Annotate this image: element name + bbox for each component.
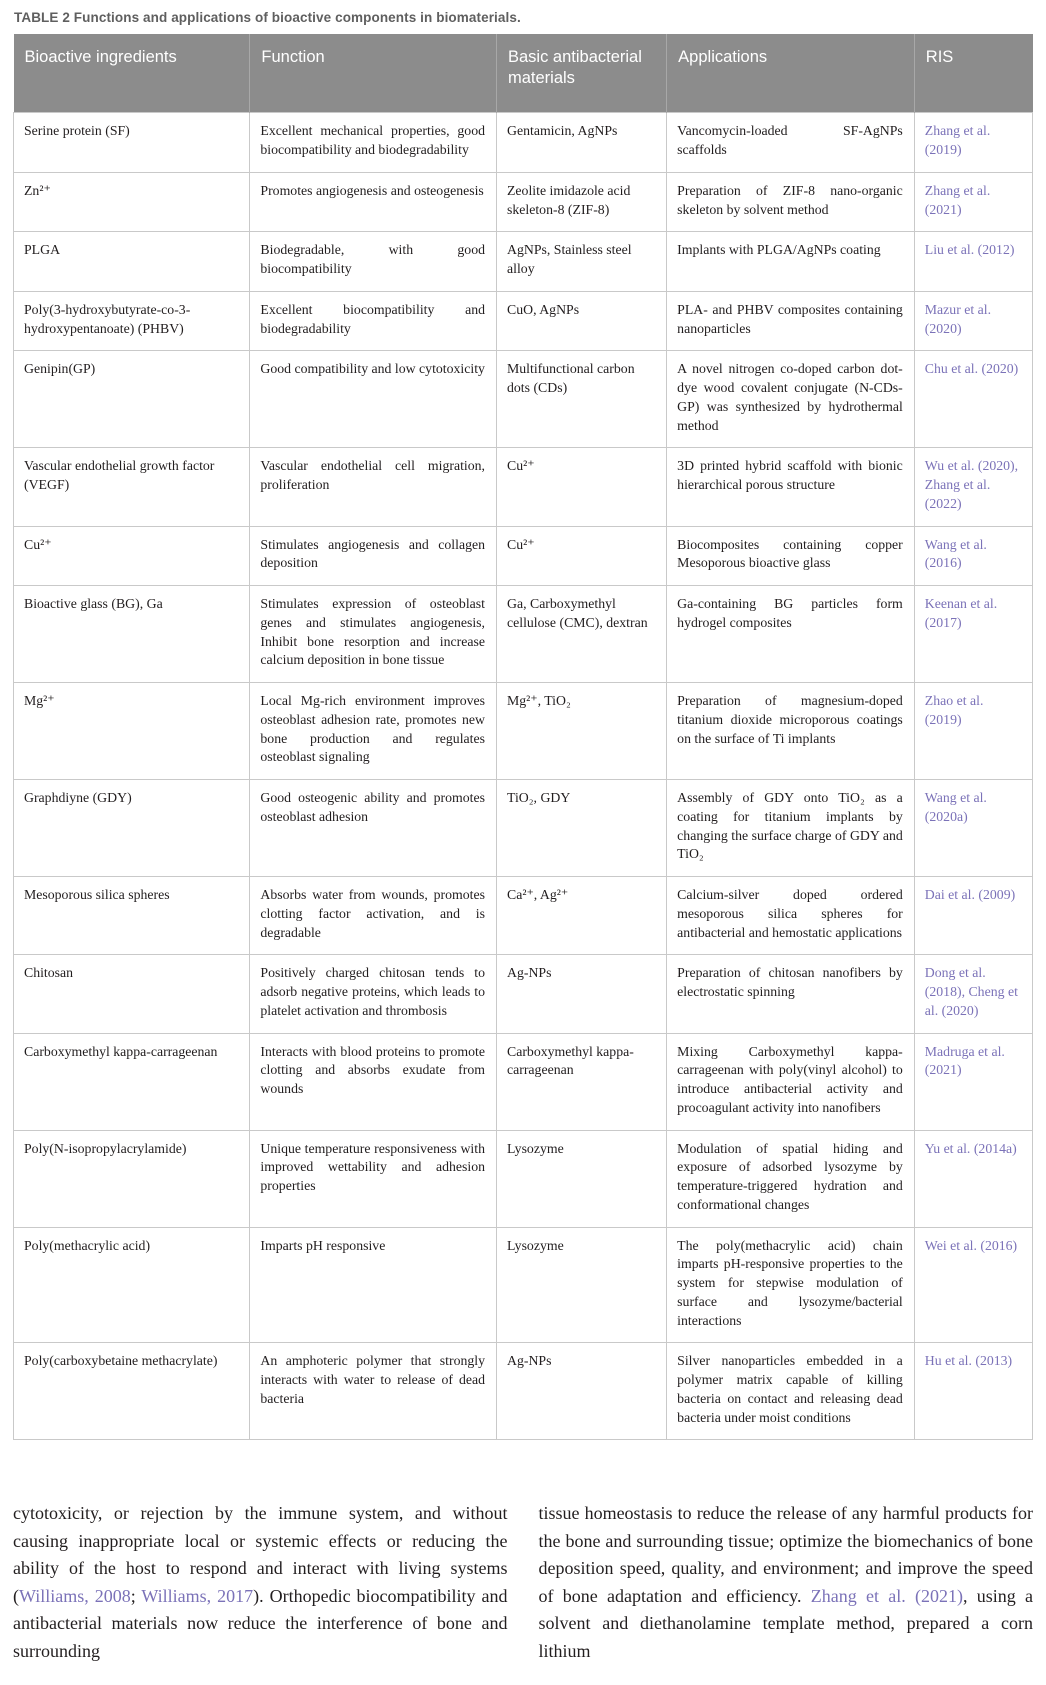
cell-function: Vascular endothelial cell migration, proliferation bbox=[250, 448, 497, 526]
body-paragraph-right: tissue homeostasis to reduce the release of any harmful products for the bone and surrounding tissue; optimize the biomechanics of bone deposition speed, quality, and environment; and improve the speed of bone adaptation and efficiency. Zhang et al. (2021), using a solvent and diethanolamine template method, prepared a corn lithium bbox=[538, 1503, 1033, 1661]
cell-bioactive-ingredient: Graphdiyne (GDY) bbox=[14, 780, 250, 877]
cell-bioactive-ingredient: Poly(methacrylic acid) bbox=[14, 1227, 250, 1343]
cell-bioactive-ingredient: Poly(carboxybetaine methacrylate) bbox=[14, 1343, 250, 1440]
cell-bioactive-ingredient: Vascular endothelial growth factor (VEGF) bbox=[14, 448, 250, 526]
cell-function: Stimulates angiogenesis and collagen deposition bbox=[250, 526, 497, 586]
cell-function: Positively charged chitosan tends to adsorb negative proteins, which leads to platelet activation and thrombosis bbox=[250, 955, 497, 1033]
cell-function: Local Mg-rich environment improves osteoblast adhesion rate, promotes new bone production and regulates osteoblast signaling bbox=[250, 683, 497, 780]
cell-function: Promotes angiogenesis and osteogenesis bbox=[250, 172, 497, 232]
cell-bioactive-ingredient: Serine protein (SF) bbox=[14, 113, 250, 173]
cell-applications: 3D printed hybrid scaffold with bionic hierarchical porous structure bbox=[667, 448, 915, 526]
cell-basic-antibacterial-materials: Ag-NPs bbox=[497, 955, 667, 1033]
cell-applications: PLA- and PHBV composites containing nanoparticles bbox=[667, 291, 915, 351]
citation-link[interactable]: Yu et al. (2014a) bbox=[924, 1140, 1017, 1156]
citation-link[interactable]: Wang et al. (2016) bbox=[924, 536, 987, 571]
citation-link[interactable]: Wei et al. (2016) bbox=[924, 1237, 1018, 1253]
table-row bbox=[14, 448, 1033, 526]
cell-basic-antibacterial-materials: Cu²⁺ bbox=[497, 526, 667, 586]
table-row bbox=[14, 351, 1033, 448]
citation-link[interactable]: Dai et al. (2009) bbox=[924, 887, 1016, 902]
cell-ris bbox=[914, 172, 1032, 232]
cell-ris bbox=[914, 113, 1032, 173]
cell-ris bbox=[914, 291, 1032, 351]
citation-link[interactable]: Zhao et al. (2019) bbox=[924, 693, 984, 727]
cell-bioactive-ingredient: Poly(N-isopropylacrylamide) bbox=[14, 1130, 250, 1227]
cell-function: Absorbs water from wounds, promotes clotting factor activation, and is degradable bbox=[250, 877, 497, 955]
cell-applications: Calcium-silver doped ordered mesoporous silica spheres for antibacterial and hemostatic applications bbox=[667, 877, 915, 955]
table-row bbox=[14, 683, 1033, 780]
table-row bbox=[14, 955, 1033, 1033]
cell-basic-antibacterial-materials: Lysozyme bbox=[497, 1227, 667, 1343]
cell-bioactive-ingredient: Mg²⁺ bbox=[14, 683, 250, 780]
table-row bbox=[14, 172, 1033, 232]
column-header-function: Function bbox=[250, 34, 497, 113]
cell-ris bbox=[914, 1033, 1032, 1130]
cell-applications: Preparation of ZIF-8 nano-organic skeleton by solvent method bbox=[667, 172, 915, 232]
cell-bioactive-ingredient: Cu²⁺ bbox=[14, 526, 250, 586]
cell-bioactive-ingredient: PLGA bbox=[14, 232, 250, 292]
cell-applications: Assembly of GDY onto TiO₂ as a coating for titanium implants by changing the surface charge of GDY and TiO₂ bbox=[667, 780, 915, 877]
cell-function: Good osteogenic ability and promotes osteoblast adhesion bbox=[250, 780, 497, 877]
cell-bioactive-ingredient: Mesoporous silica spheres bbox=[14, 877, 250, 955]
citation-link[interactable]: Wu et al. (2020) bbox=[924, 458, 1015, 474]
citation-link[interactable]: Chu et al. (2020) bbox=[924, 361, 1019, 377]
citation-link[interactable]: Dong et al. (2018) bbox=[924, 965, 986, 999]
cell-basic-antibacterial-materials: Multifunctional carbon dots (CDs) bbox=[497, 351, 667, 448]
cell-ris bbox=[914, 526, 1032, 586]
table-body bbox=[14, 113, 1033, 1440]
citation-link[interactable]: Madruga et al. (2021) bbox=[924, 1043, 1005, 1078]
cell-ris bbox=[914, 586, 1032, 683]
citation-link[interactable]: Zhang et al. (2021) bbox=[924, 182, 991, 217]
cell-basic-antibacterial-materials: CuO, AgNPs bbox=[497, 291, 667, 351]
cell-applications: Biocomposites containing copper Mesoporous bioactive glass bbox=[667, 526, 915, 586]
cell-applications: Preparation of chitosan nanofibers by electrostatic spinning bbox=[667, 955, 915, 1033]
column-header-bioactive-ingredients: Bioactive ingredients bbox=[14, 34, 250, 113]
cell-ris: Dong et al. (2018), Cheng et al. (2020) bbox=[914, 955, 1032, 1033]
cell-basic-antibacterial-materials: TiO₂, GDY bbox=[497, 780, 667, 877]
cell-basic-antibacterial-materials: Ga, Carboxymethyl cellulose (CMC), dextran bbox=[497, 586, 667, 683]
cell-function: Unique temperature responsiveness with improved wettability and adhesion properties bbox=[250, 1130, 497, 1227]
citation-link[interactable]: Keenan et al. (2017) bbox=[924, 596, 998, 630]
cell-ris bbox=[914, 232, 1032, 292]
citation-link[interactable]: Zhang et al. (2021) bbox=[810, 1585, 963, 1606]
cell-ris: Wu et al. (2020), Zhang et al. (2022) bbox=[914, 448, 1032, 526]
cell-applications: Vancomycin-loaded SF-AgNPs scaffolds bbox=[667, 113, 915, 173]
cell-function: Good compatibility and low cytotoxicity bbox=[250, 351, 497, 448]
cell-applications: Mixing Carboxymethyl kappa-carrageenan with poly(vinyl alcohol) to introduce antibacterial activity and procoagulant activity into nanofibers bbox=[667, 1033, 915, 1130]
cell-basic-antibacterial-materials: Ag-NPs bbox=[497, 1343, 667, 1440]
cell-function: Excellent mechanical properties, good biocompatibility and biodegradability bbox=[250, 113, 497, 173]
column-header-basic-antibacterial-materials: Basic antibacterial materials bbox=[497, 34, 667, 113]
cell-function: Interacts with blood proteins to promote clotting and absorbs exudate from wounds bbox=[250, 1033, 497, 1130]
table-row bbox=[14, 526, 1033, 586]
table-row bbox=[14, 780, 1033, 877]
cell-basic-antibacterial-materials: Carboxymethyl kappa-carrageenan bbox=[497, 1033, 667, 1130]
cell-function: Imparts pH responsive bbox=[250, 1227, 497, 1343]
citation-link[interactable]: Zhang et al. (2019) bbox=[924, 123, 991, 157]
cell-basic-antibacterial-materials: AgNPs, Stainless steel alloy bbox=[497, 232, 667, 292]
table-row bbox=[14, 1227, 1033, 1343]
cell-basic-antibacterial-materials: Mg²⁺, TiO₂ bbox=[497, 683, 667, 780]
cell-bioactive-ingredient: Chitosan bbox=[14, 955, 250, 1033]
table-row bbox=[14, 586, 1033, 683]
column-header-applications: Applications bbox=[667, 34, 915, 113]
cell-basic-antibacterial-materials: Cu²⁺ bbox=[497, 448, 667, 526]
citation-link[interactable]: Cheng et al. (2020) bbox=[924, 984, 1018, 1018]
table-row bbox=[14, 232, 1033, 292]
cell-bioactive-ingredient: Bioactive glass (BG), Ga bbox=[14, 586, 250, 683]
cell-ris bbox=[914, 351, 1032, 448]
cell-basic-antibacterial-materials: Lysozyme bbox=[497, 1130, 667, 1227]
citation-link[interactable]: Liu et al. (2012) bbox=[924, 242, 1015, 258]
cell-function: Biodegradable, with good biocompatibility bbox=[250, 232, 497, 292]
cell-function: Excellent biocompatibility and biodegradability bbox=[250, 291, 497, 351]
cell-bioactive-ingredient: Carboxymethyl kappa-carrageenan bbox=[14, 1033, 250, 1130]
table-row bbox=[14, 113, 1033, 173]
citation-link[interactable]: Wang et al. (2020a) bbox=[924, 790, 987, 824]
citation-link[interactable]: Williams, 2017 bbox=[141, 1585, 254, 1606]
cell-applications: Silver nanoparticles embedded in a polymer matrix capable of killing bacteria on contact and releasing dead bacteria under moist conditions bbox=[667, 1343, 915, 1440]
cell-applications: Ga-containing BG particles form hydrogel composites bbox=[667, 586, 915, 683]
cell-ris bbox=[914, 877, 1032, 955]
cell-bioactive-ingredient: Genipin(GP) bbox=[14, 351, 250, 448]
citation-link[interactable]: Zhang et al. (2022) bbox=[924, 477, 991, 511]
cell-function: Stimulates expression of osteoblast genes and stimulates angiogenesis, Inhibit bone resorption and increase calcium deposition in bone tissue bbox=[250, 586, 497, 683]
cell-bioactive-ingredient: Zn²⁺ bbox=[14, 172, 250, 232]
cell-applications: The poly(methacrylic acid) chain imparts pH-responsive properties to the system for stepwise modulation of surface and lysozyme/bacterial interactions bbox=[667, 1227, 915, 1343]
cell-function: An amphoteric polymer that strongly interacts with water to release of dead bacteria bbox=[250, 1343, 497, 1440]
body-paragraph-left: cytotoxicity, or rejection by the immune system, and without causing inappropriate local or systemic effects or reducing the ability of the host to respond and interact with living systems (Williams, 2008; Williams, 2017). Orthopedic biocompatibility and antibacterial materials now reduce the interference of bone and surrounding bbox=[13, 1503, 508, 1661]
table-row bbox=[14, 1343, 1033, 1440]
table-row bbox=[14, 1033, 1033, 1130]
table-row bbox=[14, 877, 1033, 955]
cell-applications: A novel nitrogen co-doped carbon dot-dye wood covalent conjugate (N-CDs-GP) was synthesized by hydrothermal method bbox=[667, 351, 915, 448]
cell-ris bbox=[914, 1227, 1032, 1343]
cell-ris bbox=[914, 780, 1032, 877]
cell-basic-antibacterial-materials: Gentamicin, AgNPs bbox=[497, 113, 667, 173]
table-row bbox=[14, 1130, 1033, 1227]
cell-basic-antibacterial-materials: Ca²⁺, Ag²⁺ bbox=[497, 877, 667, 955]
cell-applications: Modulation of spatial hiding and exposure of adsorbed lysozyme by temperature-triggered hydration and conformational changes bbox=[667, 1130, 915, 1227]
body-text bbox=[13, 1500, 1033, 1665]
cell-ris bbox=[914, 683, 1032, 780]
table-caption: TABLE 2 Functions and applications of bioactive components in biomaterials. bbox=[14, 10, 521, 25]
cell-ris bbox=[914, 1130, 1032, 1227]
cell-ris bbox=[914, 1343, 1032, 1440]
citation-link[interactable]: Hu et al. (2013) bbox=[924, 1353, 1013, 1369]
citation-link[interactable]: Williams, 2008 bbox=[19, 1585, 131, 1606]
cell-basic-antibacterial-materials: Zeolite imidazole acid skeleton-8 (ZIF-8) bbox=[497, 172, 667, 232]
column-header-ris: RIS bbox=[914, 34, 1032, 113]
cell-applications: Implants with PLGA/AgNPs coating bbox=[667, 232, 915, 292]
cell-applications: Preparation of magnesium-doped titanium dioxide microporous coatings on the surface of Ti implants bbox=[667, 683, 915, 780]
table2-bioactive-components bbox=[13, 34, 1033, 1440]
table-row bbox=[14, 291, 1033, 351]
table-header bbox=[14, 34, 1033, 113]
citation-link[interactable]: Mazur et al. (2020) bbox=[924, 301, 992, 336]
cell-bioactive-ingredient: Poly(3-hydroxybutyrate-co-3-hydroxypentanoate) (PHBV) bbox=[14, 291, 250, 351]
